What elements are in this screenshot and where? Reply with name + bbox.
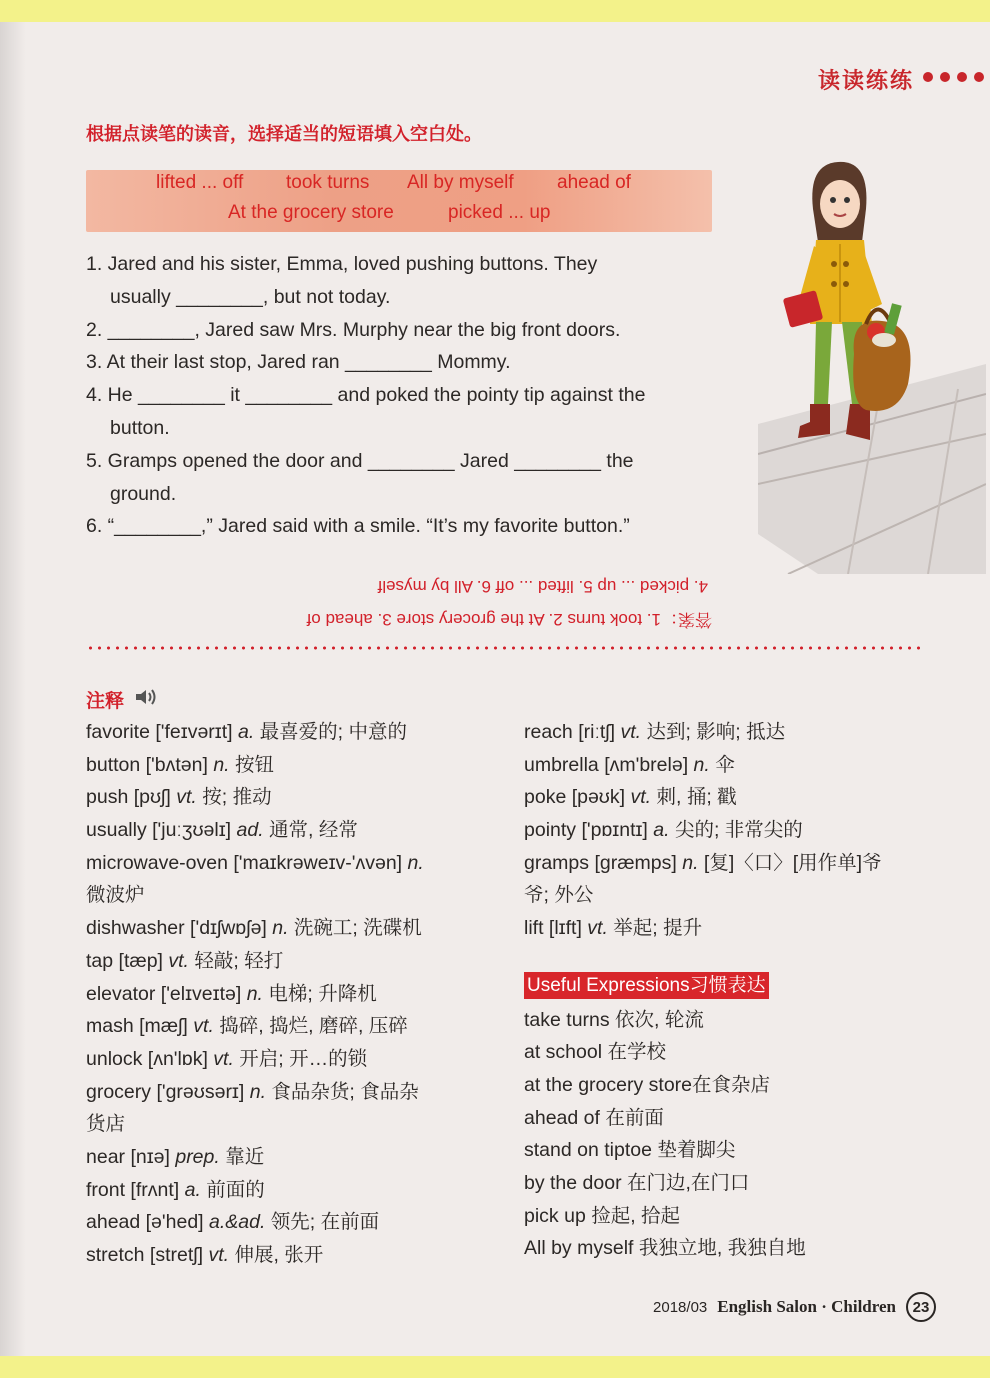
phrase-bank [86, 170, 712, 232]
part-of-speech: a. [653, 819, 670, 842]
vocab-definition: 通常, 经常 [263, 819, 358, 842]
vocab-word: elevator ['elɪveɪtə] [86, 982, 247, 1005]
phrase-item: took turns [286, 172, 370, 193]
vocab-word: grocery ['grəʊsərɪ] [86, 1080, 250, 1103]
vocabulary-right-column [524, 716, 924, 1265]
exercise-list [86, 248, 716, 543]
vocab-definition: 领先; 在前面 [265, 1211, 380, 1234]
vocab-word: poke [pəʊk] [524, 786, 631, 809]
useful-expressions-header: Useful Expressions习惯表达 [524, 972, 769, 999]
part-of-speech: n. [249, 1080, 266, 1103]
vocab-definition: 捣碎, 捣烂, 磨碎, 压碎 [213, 1015, 408, 1038]
vocab-word: lift [lɪft] [524, 917, 588, 940]
vocab-word: usually ['juːʒʊəlɪ] [86, 819, 237, 842]
vocab-entry [86, 781, 496, 814]
expression-item: ahead of 在前面 [524, 1106, 664, 1129]
vocab-entry [86, 814, 496, 847]
part-of-speech: vt. [587, 917, 608, 940]
vocab-word: dishwasher ['dɪʃwɒʃə] [86, 917, 273, 940]
vocab-entry [86, 1076, 496, 1109]
vocab-word: front [frʌnt] [86, 1178, 185, 1201]
expression-item: take turns 依次, 轮流 [524, 1008, 704, 1031]
vocab-word: push [pʊʃ] [86, 786, 177, 809]
vocab-definition: 最喜爱的; 中意的 [254, 721, 408, 743]
vocab-entry [524, 912, 924, 945]
vocab-definition: 前面的 [200, 1178, 265, 1201]
vocab-entry [524, 847, 924, 880]
part-of-speech: a. [238, 721, 255, 743]
vocab-definition: 轻敲; 轻打 [188, 949, 284, 972]
exercise-line: 3. At their last stop, Jared ran ________ Mommy. [86, 351, 511, 374]
vocab-word: gramps [græmps] [524, 851, 683, 874]
vocab-definition: 靠近 [219, 1145, 265, 1168]
exercise-line: 5. Gramps opened the door and ________ Jared ________ the [86, 449, 634, 472]
exercise-line: ground. [110, 482, 177, 505]
upside-down-answers [216, 570, 712, 636]
vocab-entry [86, 1010, 496, 1043]
vocab-entry [86, 749, 496, 782]
issue-date: 2018/03 [653, 1298, 708, 1316]
phrase-item: All by myself [407, 172, 514, 193]
page-number: 23 [906, 1292, 936, 1322]
part-of-speech: vt. [630, 786, 652, 809]
vocab-definition: 开启; 开…的锁 [233, 1047, 368, 1070]
expression-item: at the grocery store在食杂店 [524, 1073, 770, 1096]
exercise-line: 2. ________, Jared saw Mrs. Murphy near the big front doors. [86, 318, 621, 341]
vocab-definition: 微波炉 [86, 884, 145, 907]
vocab-definition: 伞 [709, 753, 735, 776]
vocab-word: umbrella [ʌm'brelə] [524, 753, 694, 776]
magazine-name: English Salon · Children [717, 1297, 896, 1316]
girl-with-grocery-bag-illustration [758, 154, 986, 574]
vocab-definition: 举起; 提升 [607, 917, 703, 940]
part-of-speech: vt. [213, 1047, 234, 1070]
vocab-definition: 爷; 外公 [524, 884, 594, 907]
part-of-speech: prep. [175, 1145, 220, 1168]
dotted-divider [86, 646, 924, 650]
notes-title-text: 注释 [86, 690, 125, 712]
phrase-item: At the grocery store [228, 202, 394, 223]
vocab-entry [86, 1239, 496, 1272]
vocab-definition: 电梯; 升降机 [262, 982, 377, 1005]
expression-item: by the door 在门边,在门口 [524, 1171, 750, 1194]
dot-icon [974, 72, 984, 82]
vocab-word: button ['bʌtən] [86, 753, 214, 776]
vocab-entry [86, 1108, 496, 1141]
part-of-speech: n. [246, 982, 263, 1005]
part-of-speech: n. [272, 917, 289, 940]
part-of-speech: vt. [208, 1244, 230, 1266]
part-of-speech: n. [407, 851, 424, 874]
vocab-entry [86, 847, 496, 880]
part-of-speech: vt. [620, 721, 642, 743]
vocab-word: stretch [stretʃ] [86, 1244, 209, 1266]
speaker-icon[interactable] [134, 688, 158, 711]
vocab-definition: 食品杂货; 食品杂 [265, 1080, 419, 1103]
vocab-entry [524, 749, 924, 782]
part-of-speech: n. [213, 753, 230, 776]
vocab-definition: 洗碗工; 洗碟机 [288, 917, 422, 940]
vocab-word: favorite ['feɪvərɪt] [86, 721, 238, 743]
exercise-line: usually ________, but not today. [110, 285, 391, 308]
part-of-speech: vt. [193, 1015, 214, 1038]
exercise-line: 4. He ________ it ________ and poked the pointy tip against the [86, 384, 646, 407]
vocab-entry [524, 716, 924, 749]
vocab-entry [86, 879, 496, 912]
vocab-entry [86, 1043, 496, 1076]
vocab-definition: 伸展, 张开 [229, 1244, 324, 1266]
vocab-word: mash [mæʃ] [86, 1015, 194, 1038]
expression-item: stand on tiptoe 垫着脚尖 [524, 1139, 736, 1162]
part-of-speech: vt. [176, 786, 197, 809]
dot-icon [940, 72, 950, 82]
dot-icon [957, 72, 967, 82]
part-of-speech: ad. [236, 819, 264, 842]
exercise-line: button. [110, 416, 170, 439]
vocab-definition: 达到; 影响; 抵达 [641, 721, 786, 743]
part-of-speech: n. [693, 753, 710, 776]
dot-icon [923, 72, 933, 82]
expression-item: All by myself 我独立地, 我独自地 [524, 1237, 806, 1260]
vocab-entry [86, 1174, 496, 1207]
vocab-entry [86, 716, 496, 749]
decorative-dots [923, 72, 984, 82]
notes-title [86, 686, 158, 713]
vocab-entry [524, 814, 924, 847]
vocab-entry [86, 1141, 496, 1174]
vocab-definition: [复]〈口〉[用作单]爷 [698, 851, 882, 874]
part-of-speech: n. [682, 851, 699, 874]
expression-item: at school 在学校 [524, 1041, 666, 1064]
part-of-speech: a. [184, 1178, 201, 1201]
vocab-entry [86, 945, 496, 978]
answer-line: 4. picked ... up 5. lifted ... off 6. All by myself [377, 577, 708, 596]
vocabulary-left-column [86, 716, 496, 1272]
answer-line: 答案：1. took turns 2. At the grocery store 3. ahead of [306, 610, 712, 629]
page-footer [653, 1292, 936, 1322]
vocab-definition: 货店 [86, 1113, 126, 1136]
exercise-line: 6. “________,” Jared said with a smile. “It’s my favorite button.” [86, 515, 630, 538]
vocab-word: unlock [ʌn'lɒk] [86, 1047, 214, 1070]
vocab-entry [86, 912, 496, 945]
part-of-speech: a.&ad. [209, 1211, 266, 1234]
vocab-word: near [nɪə] [86, 1145, 176, 1168]
vocab-word: microwave-oven ['maɪkrəweɪv-'ʌvən] [86, 851, 408, 874]
exercise-instruction: 根据点读笔的读音，选择适当的短语填入空白处。 [86, 124, 482, 145]
vocab-entry [524, 781, 924, 814]
vocab-definition: 按钮 [229, 753, 274, 776]
phrase-item: ahead of [557, 172, 631, 193]
vocab-entry [86, 1206, 496, 1239]
vocab-definition: 刺, 捅; 戳 [651, 786, 737, 809]
vocab-definition: 按; 推动 [196, 786, 272, 809]
expression-item: pick up 捡起, 拾起 [524, 1204, 681, 1227]
vocab-definition: 尖的; 非常尖的 [669, 819, 803, 842]
vocab-entry [524, 879, 924, 912]
exercise-line: 1. Jared and his sister, Emma, loved pushing buttons. They [86, 253, 598, 275]
part-of-speech: vt. [168, 949, 189, 972]
vocab-word: reach [riːtʃ] [524, 721, 621, 743]
vocab-word: ahead [ə'hed] [86, 1211, 209, 1234]
magazine-page [0, 22, 990, 1356]
section-title: 读读练练 [817, 69, 914, 94]
phrase-item: picked ... up [448, 202, 551, 223]
vocab-word: tap [tæp] [86, 949, 169, 972]
vocab-word: pointy ['pɒɪntɪ] [524, 819, 654, 842]
vocab-entry [86, 978, 496, 1011]
phrase-item: lifted ... off [156, 172, 244, 193]
